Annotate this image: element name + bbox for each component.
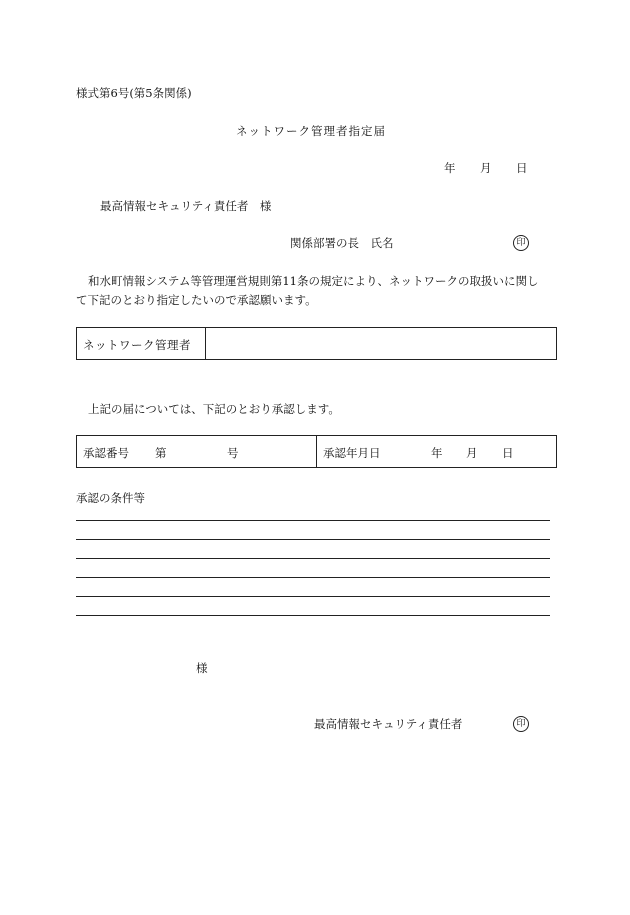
header-day: 日	[516, 161, 528, 175]
applicant-seal-icon: 印	[513, 235, 529, 251]
network-admin-label: ネットワーク管理者	[83, 338, 191, 352]
approval-day: 日	[502, 446, 514, 460]
header-date	[444, 160, 528, 176]
approval-table	[76, 435, 557, 468]
issuer: 最高情報セキュリティ責任者	[314, 717, 463, 731]
approval-date-label: 承認年月日	[323, 446, 381, 460]
condition-line	[76, 539, 550, 540]
condition-line	[76, 558, 550, 559]
approval-year: 年	[431, 446, 443, 460]
recipient-honorific: 様	[196, 661, 208, 675]
approval-month: 月	[466, 446, 478, 460]
document-title: ネットワーク管理者指定届	[236, 124, 386, 138]
body-paragraph-line2: て下記のとおり指定したいので承認願います。	[76, 293, 317, 307]
addressee: 最高情報セキュリティ責任者 様	[100, 199, 272, 213]
condition-line	[76, 596, 550, 597]
network-admin-table	[76, 327, 557, 360]
body-paragraph-line1: 和水町情報システム等管理運営規則第11条の規定により、ネットワークの取扱いに関し	[88, 274, 539, 288]
issuer-seal-icon: 印	[513, 716, 529, 732]
condition-line	[76, 520, 550, 521]
form-number: 様式第6号(第5条関係)	[76, 86, 192, 100]
approval-number-dai: 第	[155, 446, 167, 460]
conditions-label: 承認の条件等	[76, 491, 145, 505]
applicant-label: 関係部署の長 氏名	[290, 236, 394, 250]
condition-line	[76, 577, 550, 578]
approval-statement: 上記の届については、下記のとおり承認します。	[88, 402, 340, 416]
condition-line	[76, 615, 550, 616]
header-month: 月	[480, 161, 492, 175]
approval-number-go: 号	[227, 446, 239, 460]
header-year: 年	[444, 161, 456, 175]
approval-number-label: 承認番号	[83, 446, 129, 460]
